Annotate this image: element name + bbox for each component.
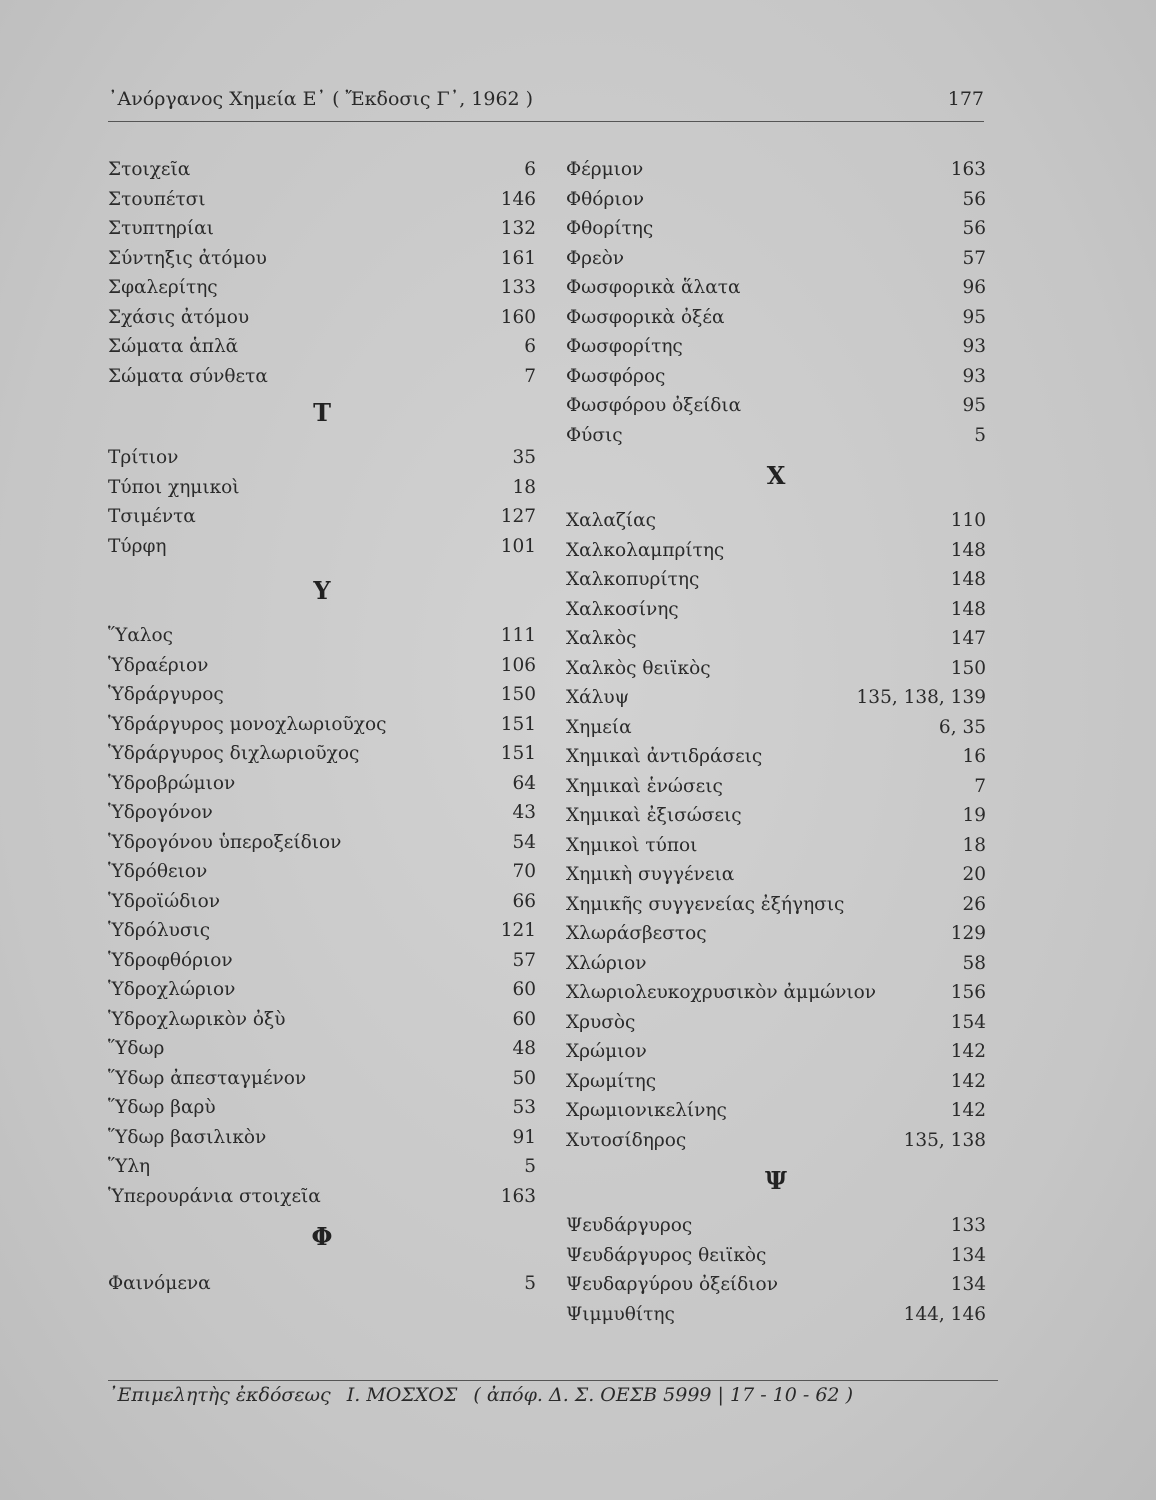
index-page-ref: 93 xyxy=(962,365,986,387)
index-page-ref: 35 xyxy=(512,447,536,468)
index-page-ref: 129 xyxy=(950,923,986,944)
section-letter-tau: Τ xyxy=(313,398,331,427)
index-entry xyxy=(108,621,536,651)
page-header xyxy=(108,88,984,118)
index-term: Ὑδρόθειον xyxy=(108,861,208,882)
index-entry xyxy=(566,214,986,244)
index-term: Στοιχεῖα xyxy=(108,159,191,180)
index-page-ref: 146 xyxy=(500,188,536,210)
index-term: Φύσις xyxy=(566,424,623,446)
index-entry xyxy=(108,502,536,532)
index-page-ref: 101 xyxy=(500,535,536,557)
footer-approval: ( ἀπόφ. Δ. Σ. ΟΕΣΒ 5999 | 17 - 10 - 62 ) xyxy=(473,1384,853,1406)
index-term: Ὑδρογόνου ὑπεροξείδιον xyxy=(108,831,342,853)
index-page-ref: 5 xyxy=(524,1273,536,1294)
index-entry xyxy=(108,1093,536,1123)
index-entry xyxy=(566,185,986,215)
index-term: Φωσφορικὰ ἅλατα xyxy=(566,277,741,298)
index-term: Χημεία xyxy=(566,716,632,738)
index-entry xyxy=(566,742,986,772)
index-page-ref: 60 xyxy=(512,1008,536,1030)
index-entry xyxy=(566,273,986,303)
page-footer xyxy=(108,1384,998,1406)
index-term: Ὑδροχλωρικὸν ὀξὺ xyxy=(108,1008,286,1030)
index-term: Ὑδράργυρος xyxy=(108,684,224,705)
running-title: ᾽Ανόργανος Χημεία Ε᾽ ( Ἔκδοσις Γ᾽, 1962 ) xyxy=(108,88,534,110)
index-term: Φωσφόρος xyxy=(566,365,666,387)
index-page-ref: 19 xyxy=(962,805,986,826)
index-entry xyxy=(108,362,536,392)
section-letter-phi: Φ xyxy=(311,1222,333,1251)
index-page-ref: 132 xyxy=(500,218,536,239)
index-section-phi-right xyxy=(566,155,986,450)
index-term: Χλώριον xyxy=(566,952,647,974)
index-term: Ψευδάργυρος xyxy=(566,1215,693,1236)
index-entry xyxy=(108,916,536,946)
index-term: Σώματα σύνθετα xyxy=(108,365,268,387)
index-entry xyxy=(108,651,536,681)
section-letter-chi: Χ xyxy=(766,461,786,490)
index-page-ref: 57 xyxy=(962,247,986,269)
index-entry xyxy=(108,975,536,1005)
index-term: Ὕαλος xyxy=(108,625,174,646)
index-term: Ὕδωρ ἀπεσταγμένον xyxy=(108,1067,307,1089)
index-section-phi-left xyxy=(108,1269,536,1299)
index-term: Χημικῆς συγγενείας ἐξήγησις xyxy=(566,893,845,915)
index-page-ref: 20 xyxy=(962,864,986,885)
index-term: Χαλκὸς θειϊκὸς xyxy=(566,657,711,679)
index-entry xyxy=(566,565,986,595)
index-term: Ὕλη xyxy=(108,1156,151,1177)
index-term: Χαλκοσίνης xyxy=(566,598,679,620)
index-section-sigma xyxy=(108,155,536,391)
index-entry xyxy=(108,214,536,244)
index-page-ref: 121 xyxy=(500,920,536,941)
index-entry xyxy=(566,890,986,920)
index-page-ref: 93 xyxy=(962,336,986,357)
index-page-ref: 163 xyxy=(500,1185,536,1207)
index-term: Χημικαὶ ἀντιδράσεις xyxy=(566,746,763,767)
index-page-ref: 56 xyxy=(962,218,986,239)
index-page-ref: 60 xyxy=(512,979,536,1000)
index-entry xyxy=(566,713,986,743)
index-entry xyxy=(108,1034,536,1064)
index-page-ref: 147 xyxy=(950,628,986,649)
index-page-ref: 96 xyxy=(962,277,986,298)
index-page-ref: 16 xyxy=(962,746,986,767)
index-entry xyxy=(566,1126,986,1156)
index-term: Φρεὸν xyxy=(566,247,625,269)
index-page-ref: 156 xyxy=(950,982,986,1003)
index-page-ref: 106 xyxy=(500,654,536,676)
index-page-ref: 57 xyxy=(512,949,536,971)
index-entry xyxy=(108,332,536,362)
index-entry xyxy=(108,739,536,769)
index-term: Φωσφόρου ὀξείδια xyxy=(566,395,742,416)
index-term: Φαινόμενα xyxy=(108,1273,211,1294)
index-page-ref: 18 xyxy=(962,834,986,856)
index-term: Χημικαὶ ἐξισώσεις xyxy=(566,805,742,826)
index-entry xyxy=(108,185,536,215)
index-entry xyxy=(108,857,536,887)
index-entry xyxy=(566,595,986,625)
index-page-ref: 66 xyxy=(512,890,536,912)
footer-editor-label: ᾽Επιμελητὴς ἐκδόσεως xyxy=(108,1384,331,1406)
index-page-ref: 18 xyxy=(512,476,536,498)
index-page-ref: 48 xyxy=(512,1038,536,1059)
index-entry xyxy=(566,654,986,684)
index-section-chi xyxy=(566,506,986,1155)
index-page-ref: 135, 138, 139 xyxy=(856,687,986,708)
index-entry xyxy=(108,828,536,858)
index-page-ref: 160 xyxy=(500,306,536,328)
index-term: Χρυσὸς xyxy=(566,1011,636,1033)
index-entry xyxy=(566,155,986,185)
index-page-ref: 148 xyxy=(950,598,986,620)
index-entry xyxy=(566,244,986,274)
index-entry xyxy=(108,1152,536,1182)
index-term: Ὑδρογόνον xyxy=(108,802,213,823)
index-term: Χημικὴ συγγένεια xyxy=(566,864,735,885)
index-term: Χλωριολευκοχρυσικὸν ἀμμώνιον xyxy=(566,982,877,1003)
index-page-ref: 91 xyxy=(512,1126,536,1148)
index-term: Τσιμέντα xyxy=(108,506,196,527)
index-page-ref: 95 xyxy=(962,395,986,416)
index-term: Τύρφη xyxy=(108,535,167,557)
index-term: Φθορίτης xyxy=(566,218,654,239)
index-page-ref: 134 xyxy=(950,1274,986,1295)
index-term: Ὕδωρ βαρὺ xyxy=(108,1097,216,1118)
index-term: Ὕδωρ xyxy=(108,1038,165,1059)
index-entry xyxy=(108,1182,536,1212)
index-entry xyxy=(566,1300,986,1330)
index-term: Ὕδωρ βασιλικὸν xyxy=(108,1126,267,1148)
index-term: Ὑδροφθόριον xyxy=(108,949,233,971)
index-page-ref: 133 xyxy=(500,277,536,298)
index-entry xyxy=(108,532,536,562)
index-section-upsilon xyxy=(108,621,536,1211)
index-entry xyxy=(108,710,536,740)
index-term: Ὑδροβρώμιον xyxy=(108,772,236,794)
index-entry xyxy=(108,155,536,185)
index-term: Χάλυψ xyxy=(566,687,630,708)
index-page-ref: 135, 138 xyxy=(903,1129,986,1151)
index-term: Χημικαὶ ἑνώσεις xyxy=(566,775,723,797)
index-page-ref: 134 xyxy=(950,1244,986,1266)
index-term: Ὑδρόλυσις xyxy=(108,920,211,941)
index-page-ref: 54 xyxy=(512,831,536,853)
index-entry xyxy=(108,443,536,473)
index-entry xyxy=(566,506,986,536)
index-entry xyxy=(566,1037,986,1067)
index-term: Ὑδράργυρος διχλωριοῦχος xyxy=(108,743,360,764)
index-page-ref: 142 xyxy=(950,1100,986,1121)
index-term: Ὑδροϊώδιον xyxy=(108,890,221,912)
index-page-ref: 6, 35 xyxy=(938,716,986,738)
index-entry xyxy=(108,1123,536,1153)
index-entry xyxy=(566,831,986,861)
index-entry xyxy=(108,244,536,274)
index-entry xyxy=(566,303,986,333)
index-page-ref: 142 xyxy=(950,1070,986,1092)
footer-rule xyxy=(108,1380,998,1381)
index-term: Ψιμμυθίτης xyxy=(566,1303,675,1325)
index-entry xyxy=(566,362,986,392)
section-letter-upsilon: Υ xyxy=(313,576,331,605)
index-section-psi xyxy=(566,1211,986,1329)
index-term: Σώματα ἁπλᾶ xyxy=(108,336,239,357)
index-entry xyxy=(108,273,536,303)
index-page-ref: 127 xyxy=(500,506,536,527)
index-entry xyxy=(108,473,536,503)
index-term: Φέρμιον xyxy=(566,159,644,180)
index-entry xyxy=(566,332,986,362)
index-entry xyxy=(566,1067,986,1097)
index-entry xyxy=(566,801,986,831)
index-page-ref: 151 xyxy=(500,713,536,735)
index-entry xyxy=(566,1096,986,1126)
index-entry xyxy=(566,536,986,566)
index-entry xyxy=(566,860,986,890)
index-page-ref: 151 xyxy=(500,743,536,764)
index-term: Χαλαζίας xyxy=(566,510,657,531)
index-term: Χρωμίτης xyxy=(566,1070,657,1092)
index-entry xyxy=(566,1211,986,1241)
index-entry xyxy=(108,946,536,976)
index-entry xyxy=(108,1064,536,1094)
index-entry xyxy=(108,680,536,710)
index-page-ref: 64 xyxy=(512,772,536,794)
index-term: Ὑδροχλώριον xyxy=(108,979,236,1000)
index-term: Χλωράσβεστος xyxy=(566,923,707,944)
index-page-ref: 7 xyxy=(974,775,986,797)
index-entry xyxy=(566,1008,986,1038)
index-term: Σύντηξις ἀτόμου xyxy=(108,247,267,269)
index-entry xyxy=(108,887,536,917)
index-entry xyxy=(108,1269,536,1299)
index-term: Στουπέτσι xyxy=(108,188,206,210)
index-entry xyxy=(566,772,986,802)
index-entry xyxy=(566,391,986,421)
index-term: Φωσφορίτης xyxy=(566,336,683,357)
index-page-ref: 133 xyxy=(950,1215,986,1236)
index-term: Σχάσις ἀτόμου xyxy=(108,306,250,328)
index-entry xyxy=(108,303,536,333)
index-term: Χαλκολαμπρίτης xyxy=(566,539,725,561)
index-page-ref: 6 xyxy=(524,336,536,357)
index-page-ref: 7 xyxy=(524,365,536,387)
index-term: Σφαλερίτης xyxy=(108,277,218,298)
index-column-right xyxy=(566,155,986,1329)
index-page-ref: 5 xyxy=(524,1156,536,1177)
index-page-ref: 148 xyxy=(950,569,986,590)
index-term: Χρωμιονικελίνης xyxy=(566,1100,727,1121)
index-entry xyxy=(566,683,986,713)
index-page-ref: 56 xyxy=(962,188,986,210)
index-term: Χαλκὸς xyxy=(566,628,637,649)
index-page-ref: 95 xyxy=(962,306,986,328)
index-entry xyxy=(566,1270,986,1300)
index-term: Στυπτηρίαι xyxy=(108,218,214,239)
index-page-ref: 111 xyxy=(500,625,536,646)
index-term: Φωσφορικὰ ὀξέα xyxy=(566,306,725,328)
index-term: Χρώμιον xyxy=(566,1041,647,1062)
index-term: Τρίτιον xyxy=(108,447,179,468)
index-page-ref: 161 xyxy=(500,247,536,269)
section-letter-psi: Ψ xyxy=(765,1166,787,1195)
index-term: Τύποι χημικοὶ xyxy=(108,476,240,498)
page-number: 177 xyxy=(947,88,984,110)
index-entry xyxy=(108,1005,536,1035)
index-page-ref: 43 xyxy=(512,802,536,823)
index-page-ref: 110 xyxy=(950,510,986,531)
index-term: Ὑδράργυρος μονοχλωριοῦχος xyxy=(108,713,387,735)
index-term: Ὑδραέριον xyxy=(108,654,209,676)
index-page-ref: 150 xyxy=(950,657,986,679)
index-term: Χημικοὶ τύποι xyxy=(566,834,698,856)
index-entry xyxy=(108,798,536,828)
index-page-ref: 53 xyxy=(512,1097,536,1118)
index-page-ref: 142 xyxy=(950,1041,986,1062)
index-page-ref: 50 xyxy=(512,1067,536,1089)
index-entry xyxy=(566,919,986,949)
index-page-ref: 154 xyxy=(950,1011,986,1033)
index-column-left xyxy=(108,155,536,1299)
index-term: Ψευδαργύρου ὀξείδιον xyxy=(566,1274,778,1295)
index-entry xyxy=(566,421,986,451)
index-page-ref: 5 xyxy=(974,424,986,446)
footer-editor-name: Ι. ΜΟΣΧΟΣ xyxy=(346,1384,458,1406)
index-page-ref: 150 xyxy=(500,684,536,705)
header-rule xyxy=(108,121,984,122)
index-page-ref: 148 xyxy=(950,539,986,561)
index-entry xyxy=(566,949,986,979)
index-page-ref: 58 xyxy=(962,952,986,974)
index-page-ref: 163 xyxy=(950,159,986,180)
index-page-ref: 144, 146 xyxy=(903,1303,986,1325)
index-section-tau xyxy=(108,443,536,561)
index-term: Φθόριον xyxy=(566,188,644,210)
index-term: Ὑπερουράνια στοιχεῖα xyxy=(108,1185,321,1207)
index-entry xyxy=(566,624,986,654)
index-entry xyxy=(566,978,986,1008)
index-term: Χυτοσίδηρος xyxy=(566,1129,687,1151)
index-page-ref: 70 xyxy=(512,861,536,882)
index-term: Χαλκοπυρίτης xyxy=(566,569,700,590)
index-page-ref: 26 xyxy=(962,893,986,915)
index-entry xyxy=(108,769,536,799)
index-term: Ψευδάργυρος θειϊκὸς xyxy=(566,1244,767,1266)
index-page-ref: 6 xyxy=(524,159,536,180)
index-entry xyxy=(566,1241,986,1271)
